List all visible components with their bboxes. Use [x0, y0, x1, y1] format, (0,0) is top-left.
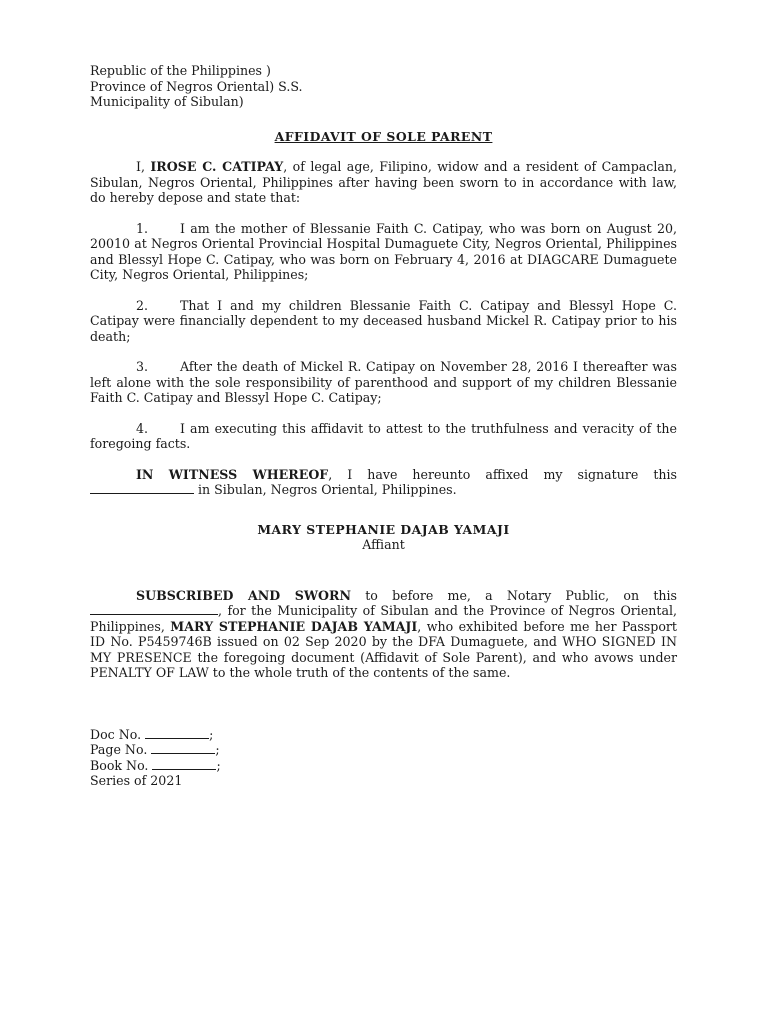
page-no-line: [90, 742, 677, 758]
witness-paragraph: [90, 467, 677, 498]
jurat-date-blank-line: [90, 603, 218, 615]
jurat-paragraph: [90, 588, 677, 681]
venue-line-2: Province of Negros Oriental) S.S.: [90, 78, 303, 94]
jurat-text-3: , who exhibited before me her Passport ID No. P5459746B issued on 02 Sep 2020 by the DFA Dumaguete, and WHO SIGNED IN MY PRESENCE the foregoing document (Affidavit of Sole Parent), and who avows under PENALTY OF LAW to the whole truth of the contents of the same.: [90, 618, 677, 680]
book-no-line: [90, 758, 677, 774]
witness-heading: IN WITNESS WHEREOF: [136, 466, 329, 482]
book-no-blank: [152, 758, 216, 770]
item-text: I am the mother of Blessanie Faith C. Catipay, who was born on August 20, 20010 at Negros Oriental Provincial Hospital Dumaguete City, Negros Oriental, Philippines and Blessyl Hope C. Catipay, who was born on February 4, 2016 at DIAGCARE Dumaguete City, Negros Oriental, Philippines;: [90, 220, 677, 282]
affiant-name-intro: IROSE C. CATIPAY: [150, 159, 284, 174]
affiant-name: MARY STEPHANIE DAJAB YAMAJI: [257, 521, 510, 537]
page-no-label: Page No.: [90, 742, 152, 757]
item-text: That I and my children Blessanie Faith C. Catipay and Blessyl Hope C. Catipay were financially dependent to my deceased husband Mickel R. Catipay prior to his death;: [90, 297, 677, 344]
numbered-item-2: [90, 298, 677, 345]
affidavit-page: [90, 63, 677, 789]
doc-no-label: Doc No.: [90, 726, 146, 742]
doc-no-blank: [145, 727, 209, 739]
intro-lead: I,: [136, 159, 151, 174]
affiant-block: [90, 522, 677, 553]
intro-paragraph: [90, 159, 677, 206]
witness-text: , I have hereunto affixed my signature this: [328, 466, 677, 482]
book-no-end: ;: [216, 757, 221, 773]
affiant-role: Affiant: [362, 537, 405, 552]
item-text: I am executing this affidavit to attest to the truthfulness and veracity of the foregoing facts.: [90, 420, 677, 451]
doc-no-line: [90, 727, 677, 743]
venue-line-1: Republic of the Philippines ): [90, 63, 271, 78]
item-number: 2.: [136, 297, 149, 313]
page-no-end: ;: [215, 742, 220, 757]
book-no-label: Book No.: [90, 757, 153, 773]
item-number: 3.: [136, 359, 149, 374]
numbered-item-4: [90, 421, 677, 452]
intro-rest: , of legal age, Filipino, widow and a resident of Campaclan, Sibulan, Negros Oriental, Philippines after having been sworn to in accordance with law, do hereby depose and state that:: [90, 159, 677, 205]
item-number: 1.: [136, 220, 149, 236]
venue-line-3: Municipality of Sibulan): [90, 94, 244, 109]
jurat-text-2: , for the Municipality of Sibulan and the Province of Negros Oriental, Philippines,: [90, 603, 677, 634]
jurat-heading: SUBSCRIBED AND SWORN: [136, 587, 351, 603]
witness-place: in Sibulan, Negros Oriental, Philippines.: [194, 482, 457, 497]
doc-no-end: ;: [209, 726, 214, 742]
jurat-affiant-name: MARY STEPHANIE DAJAB YAMAJI: [170, 618, 418, 634]
jurat-text-1: to before me, a Notary Public, on this: [350, 587, 677, 603]
numbered-item-1: [90, 221, 677, 283]
item-number: 4.: [136, 420, 149, 436]
date-blank-line: [90, 482, 194, 494]
page-no-blank: [151, 742, 215, 754]
notarial-docket: [90, 727, 677, 789]
item-text: After the death of Mickel R. Catipay on November 28, 2016 I thereafter was left alone with the sole responsibility of parenthood and support of my children Blessanie Faith C. Catipay and Blessyl Hope C. Catipay;: [90, 359, 677, 405]
venue-block: [90, 63, 677, 110]
series-line: Series of 2021: [90, 773, 183, 788]
numbered-item-3: [90, 359, 677, 406]
document-title: AFFIDAVIT OF SOLE PARENT: [274, 128, 493, 144]
